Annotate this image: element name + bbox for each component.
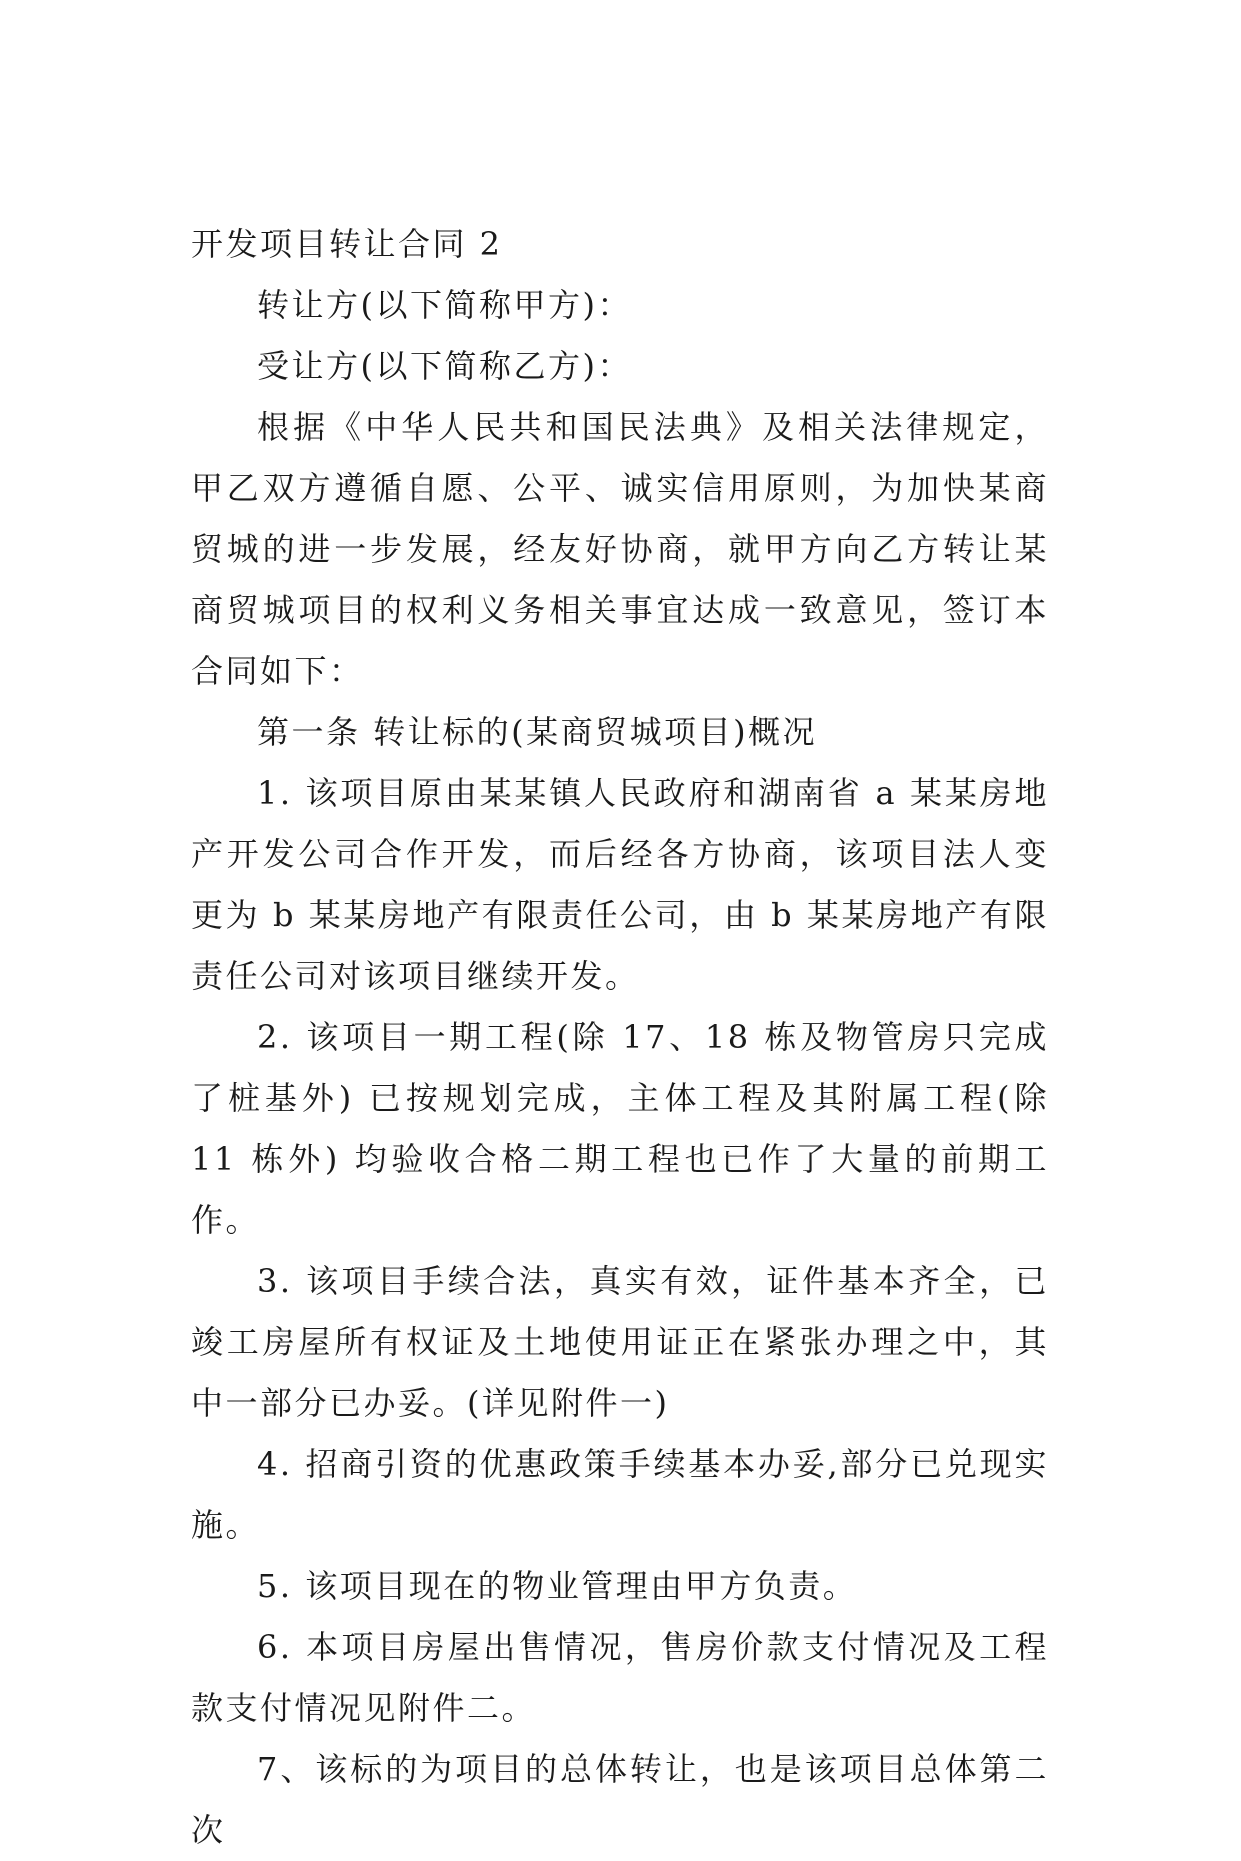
document-title: 开发项目转让合同 2 xyxy=(191,225,503,263)
clause-1: 1. 该项目原由某某镇人民政府和湖南省 a 某某房地产开发公司合作开发，而后经各方协商，该项目法人变更为 b 某某房地产有限责任公司，由 b 某某房地产有限责任公司对该项目继续开发。 xyxy=(191,774,1049,995)
article-heading: 第一条 转让标的(某商贸城项目)概况 xyxy=(257,713,818,751)
paragraph-transferee: 受让方(以下简称乙方)： xyxy=(257,347,632,385)
clause-2: 2. 该项目一期工程(除 17、18 栋及物管房只完成了桩基外) 已按规划完成，主体工程及其附属工程(除 11 栋外) 均验收合格二期工程也已作了大量的前期工作。 xyxy=(191,1018,1049,1239)
paragraph-transferor: 转让方(以下简称甲方)： xyxy=(257,286,632,324)
clause-6: 6. 本项目房屋出售情况，售房价款支付情况及工程款支付情况见附件二。 xyxy=(191,1628,1049,1727)
clause-4: 4. 招商引资的优惠政策手续基本办妥,部分已兑现实施。 xyxy=(191,1445,1049,1544)
document-body xyxy=(191,214,1049,1861)
clause-5: 5. 该项目现在的物业管理由甲方负责。 xyxy=(257,1567,858,1605)
clause-7: 7、该标的为项目的总体转让，也是该项目总体第二次 xyxy=(191,1750,1049,1849)
paragraph-preamble: 根据《中华人民共和国民法典》及相关法律规定，甲乙双方遵循自愿、公平、诚实信用原则，为加快某商贸城的进一步发展，经友好协商，就甲方向乙方转让某商贸城项目的权利义务相关事宜达成一致意见，签订本合同如下： xyxy=(191,408,1049,690)
clause-3: 3. 该项目手续合法，真实有效，证件基本齐全，已竣工房屋所有权证及土地使用证正在紧张办理之中，其中一部分已办妥。(详见附件一) xyxy=(191,1262,1049,1422)
